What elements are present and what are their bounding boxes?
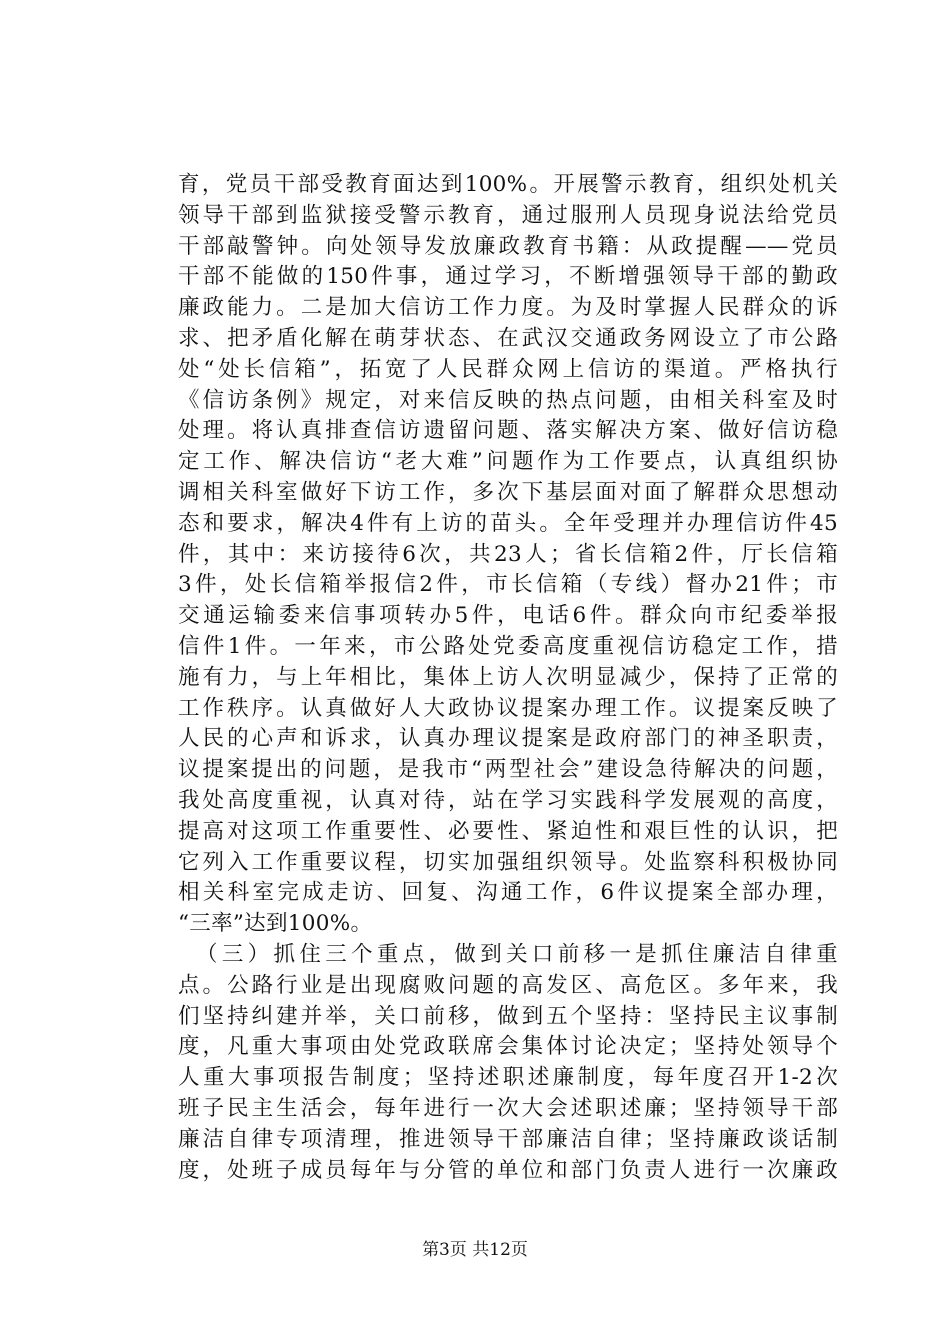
text-line: 廉洁自律专项清理，推进领导干部廉洁自律；坚持廉政谈话制 [178, 1126, 838, 1152]
text-line: 处“处长信箱”，拓宽了人民群众网上信访的渠道。严格执行 [178, 356, 838, 382]
paragraph [178, 940, 838, 1186]
page-footer [0, 1240, 950, 1260]
text-line: 点。公路行业是出现腐败问题的高发区、高危区。多年来，我 [178, 972, 838, 998]
text-line: 调相关科室做好下访工作，多次下基层面对面了解群众思想动 [178, 479, 838, 505]
text-line: 们坚持纠建并举，关口前移，做到五个坚持：坚持民主议事制 [178, 1003, 838, 1029]
text-line: 人民的心声和诉求，认真办理议提案是政府部门的神圣职责， [178, 726, 838, 752]
text-line: 度，处班子成员每年与分管的单位和部门负责人进行一次廉政 [178, 1157, 838, 1183]
text-line: 我处高度重视，认真对待，站在学习实践科学发展观的高度， [178, 787, 838, 813]
page-number: 第3页 共12页 [422, 1240, 528, 1260]
text-line: 态和要求，解决4件有上访的苗头。全年受理并办理信访件45 [178, 510, 838, 536]
text-line: 提高对这项工作重要性、必要性、紧迫性和艰巨性的认识，把 [178, 818, 838, 844]
text-line: 工作秩序。认真做好人大政协议提案办理工作。议提案反映了 [178, 695, 838, 721]
text-line: 它列入工作重要议程，切实加强组织领导。处监察科积极协同 [178, 849, 838, 875]
section-heading-line: （三）抓住三个重点，做到关口前移一是抓住廉洁自律重 [196, 941, 838, 967]
text-line: 干部不能做的150件事，通过学习，不断增强领导干部的勤政 [178, 264, 838, 290]
text-line: 《信访条例》规定，对来信反映的热点问题，由相关科室及时 [178, 387, 838, 413]
text-line: 求、把矛盾化解在萌芽状态、在武汉交通政务网设立了市公路 [178, 325, 838, 351]
text-line: 施有力，与上年相比，集体上访人次明显减少，保持了正常的 [178, 664, 838, 690]
text-line: 人重大事项报告制度；坚持述职述廉制度，每年度召开1-2次 [178, 1065, 838, 1091]
text-line: “三率”达到100%。 [178, 911, 373, 937]
paragraph [178, 170, 838, 940]
text-line: 领导干部到监狱接受警示教育，通过服刑人员现身说法给党员 [178, 202, 838, 228]
text-line: 3件，处长信箱举报信2件，市长信箱（专线）督办21件；市 [178, 572, 838, 598]
text-line: 度，凡重大事项由处党政联席会集体讨论决定；坚持处领导个 [178, 1034, 838, 1060]
text-line: 班子民主生活会，每年进行一次大会述职述廉；坚持领导干部 [178, 1095, 838, 1121]
text-line: 议提案提出的问题，是我市“两型社会”建设急待解决的问题， [178, 757, 838, 783]
text-line: 干部敲警钟。向处领导发放廉政教育书籍：从政提醒——党员 [178, 233, 838, 259]
text-line: 信件1件。一年来，市公路处党委高度重视信访稳定工作，措 [178, 633, 838, 659]
text-line: 件，其中：来访接待6次，共23人；省长信箱2件，厅长信箱 [178, 541, 838, 567]
text-line: 育，党员干部受教育面达到100%。开展警示教育，组织处机关 [178, 172, 838, 197]
text-line: 廉政能力。二是加大信访工作力度。为及时掌握人民群众的诉 [178, 295, 838, 321]
text-line: 交通运输委来信事项转办5件，电话6件。群众向市纪委举报 [178, 603, 838, 629]
text-line: 处理。将认真排查信访遗留问题、落实解决方案、做好信访稳 [178, 418, 838, 444]
text-line: 相关科室完成走访、回复、沟通工作，6件议提案全部办理， [178, 880, 838, 906]
document-body [178, 170, 838, 1186]
text-line: 定工作、解决信访“老大难”问题作为工作要点，认真组织协 [178, 449, 838, 475]
